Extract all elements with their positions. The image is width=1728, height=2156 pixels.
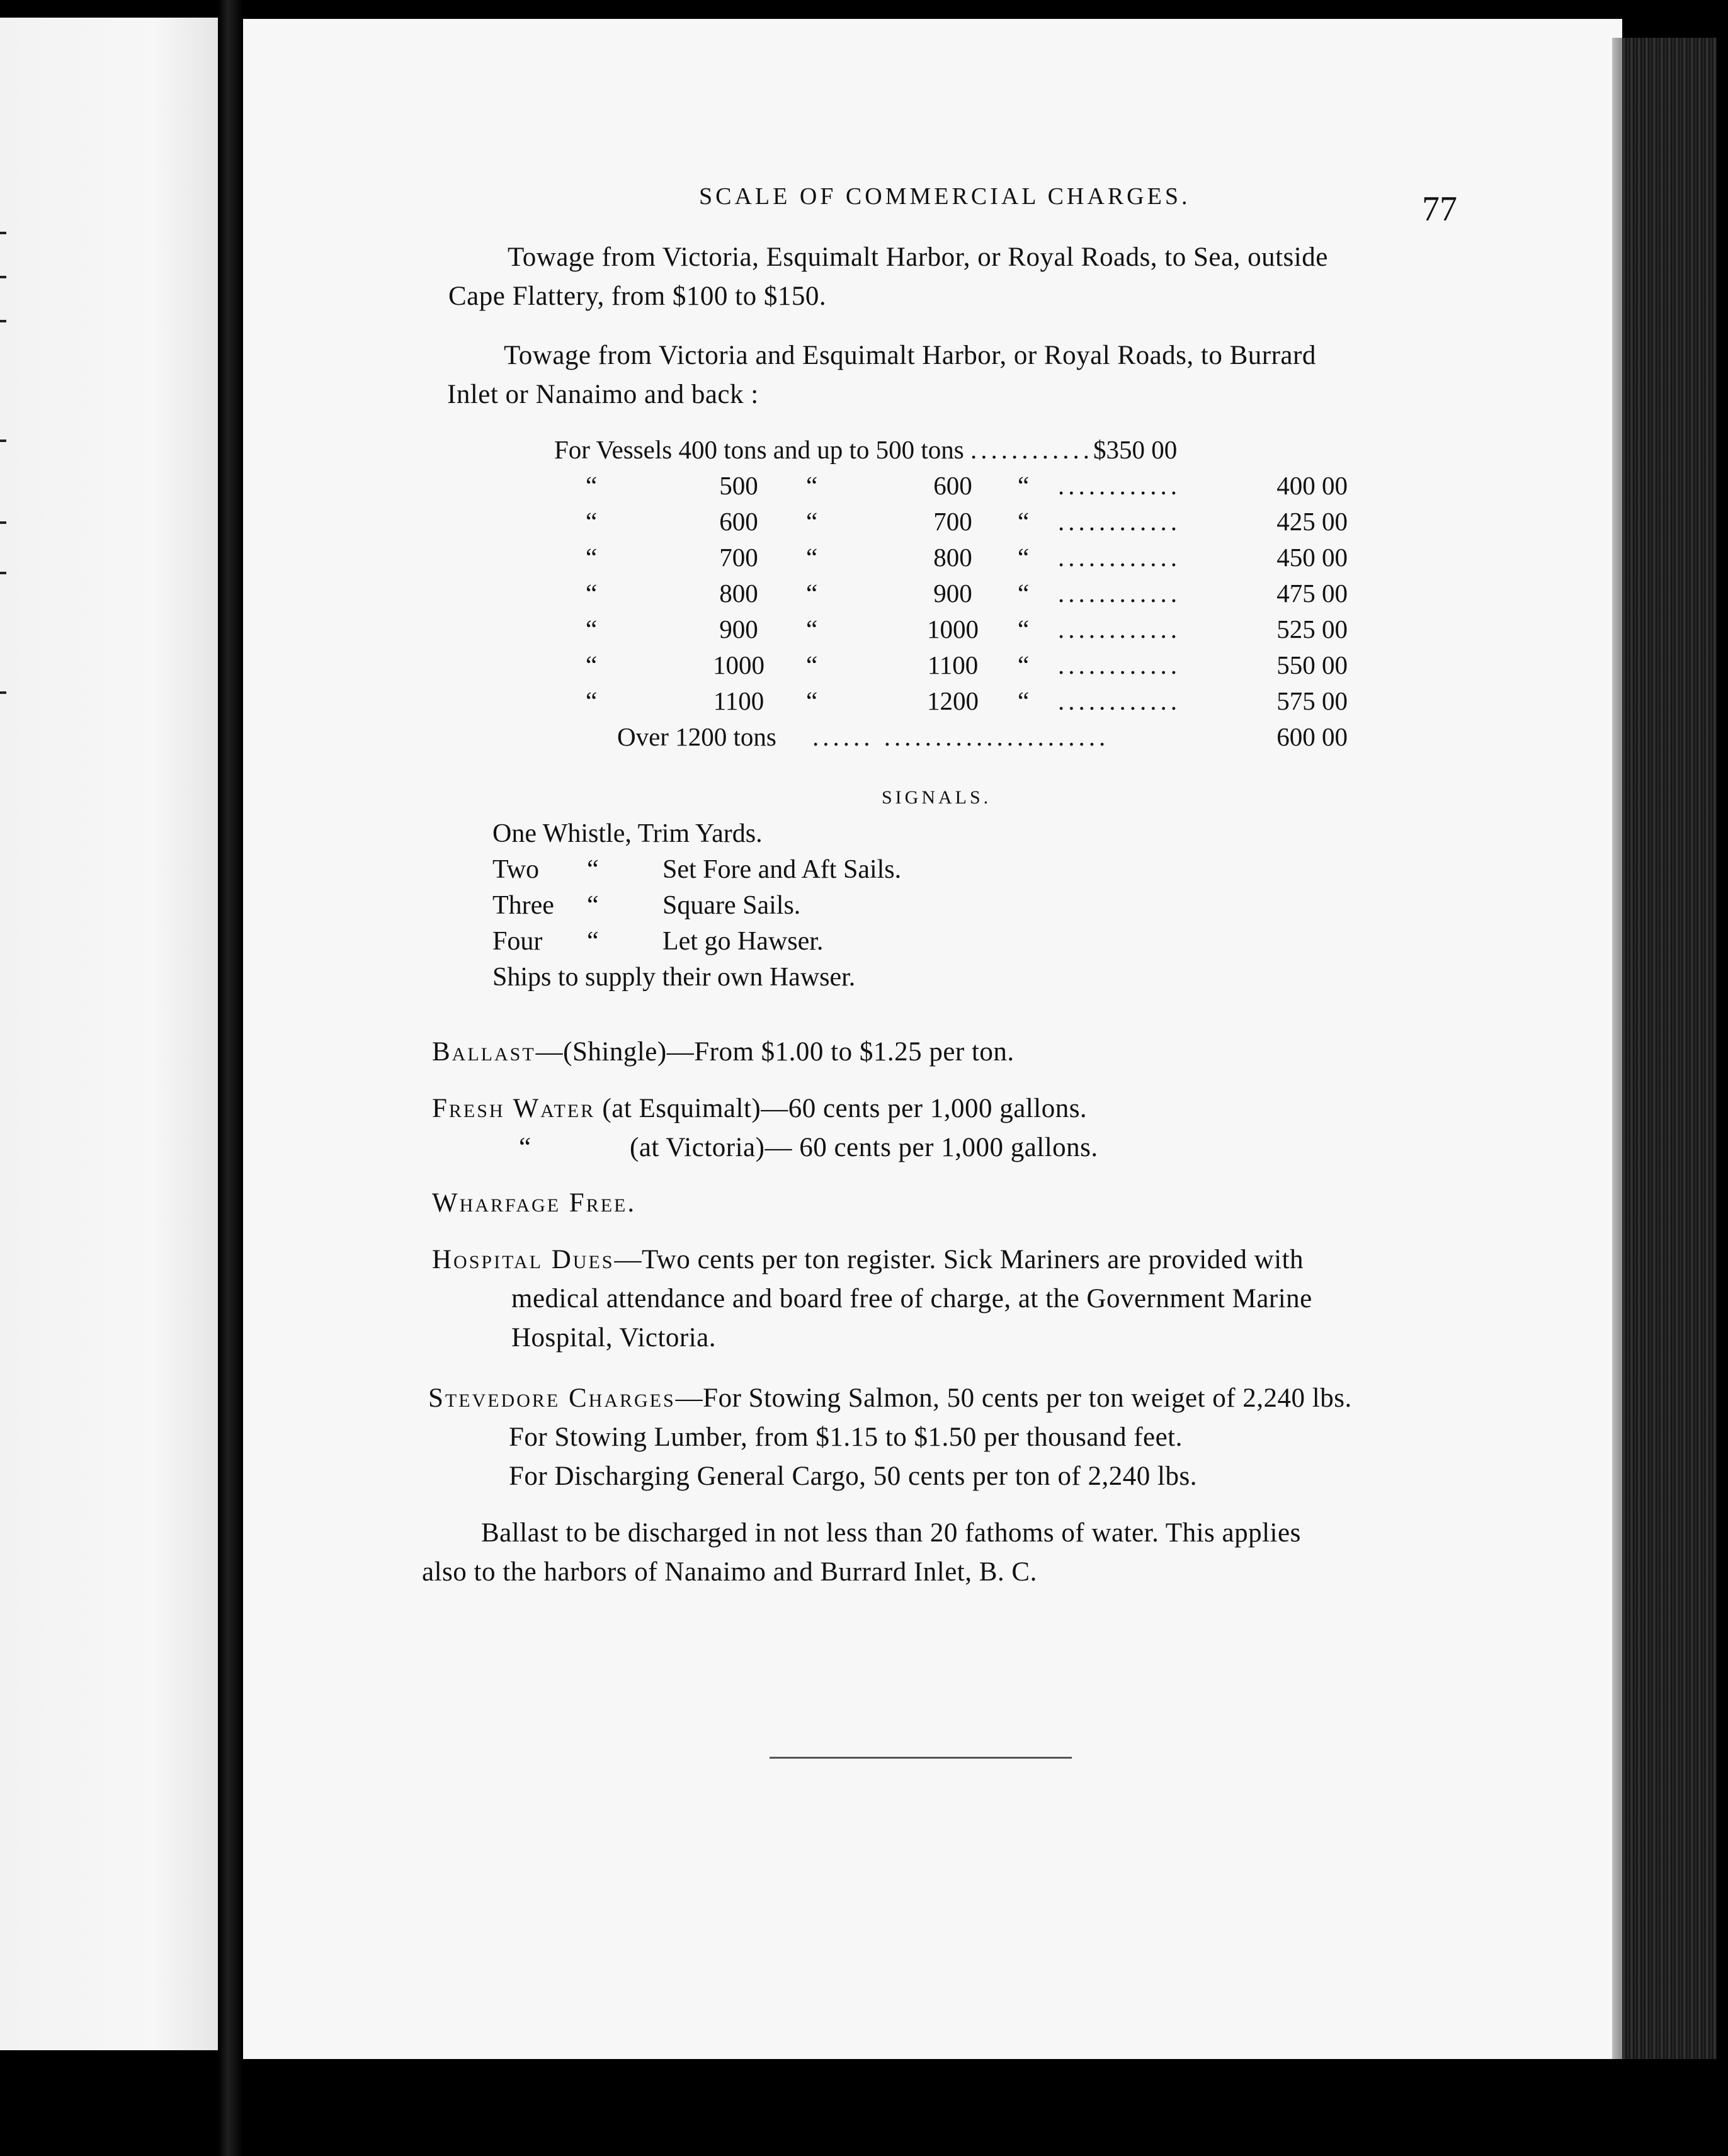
ditto-mark: “: [806, 543, 818, 572]
ditto-mark: “: [1018, 543, 1030, 572]
ditto-mark: “: [1018, 507, 1030, 536]
signal-text: One Whistle, Trim Yards.: [492, 819, 763, 848]
towage-burrard-line1: Towage from Victoria and Esquimalt Harbor, or Royal Roads, to Burrard: [504, 341, 1316, 370]
tons-from: 500: [719, 471, 758, 500]
margin-mark: [0, 320, 6, 322]
margin-mark: [0, 232, 6, 234]
over-label: Over 1200 tons: [617, 722, 776, 751]
signal-count: Three: [492, 891, 554, 920]
signal-meaning: Set Fore and Aft Sails.: [662, 855, 902, 884]
ditto-mark: “: [1018, 471, 1030, 500]
ditto-mark: “: [586, 650, 598, 679]
tons-to: 700: [933, 507, 972, 536]
row-label: For Vessels 400 tons and up to 500 tons ............$350 00: [554, 435, 1178, 464]
leader-dots: ...... ......................: [812, 722, 1110, 751]
signal-meaning: Let go Hawser.: [662, 927, 824, 956]
ditto-mark: “: [586, 615, 598, 644]
leader-dots: ............: [1058, 650, 1181, 679]
fresh-water-ditto: “: [519, 1133, 531, 1162]
charge-amount: 400 00: [1276, 471, 1348, 500]
ballast-note-line2: also to the harbors of Nanaimo and Burrard Inlet, B. C.: [422, 1557, 1037, 1587]
leader-dots: ............: [1058, 471, 1181, 500]
tons-from: 700: [719, 543, 758, 572]
stevedore-label: Stevedore Charges: [428, 1383, 676, 1413]
hospital-line3: Hospital, Victoria.: [511, 1323, 716, 1353]
signal-text: Ships to supply their own Hawser.: [492, 963, 856, 992]
ditto-mark: “: [806, 650, 818, 679]
ballast-label: Ballast: [432, 1037, 536, 1067]
signal-meaning: Square Sails.: [662, 891, 801, 920]
signals-heading: SIGNALS.: [882, 787, 992, 808]
ditto-mark: “: [587, 891, 599, 920]
fresh-water-line1: [432, 1089, 1087, 1128]
ditto-mark: “: [587, 855, 599, 884]
ballast-note-line1: Ballast to be discharged in not less than 20 fathoms of water. This applies: [481, 1518, 1301, 1548]
tons-to: 900: [933, 579, 972, 608]
tons-from: 900: [719, 615, 758, 644]
stevedore-line3: For Discharging General Cargo, 50 cents per ton of 2,240 lbs.: [509, 1461, 1197, 1491]
charge-amount: 425 00: [1276, 507, 1348, 536]
ditto-mark: “: [586, 543, 598, 572]
leader-dots: ............: [1058, 579, 1181, 608]
charge-amount: 600 00: [1276, 722, 1348, 751]
charge-amount: 450 00: [1276, 543, 1348, 572]
tons-to: 1000: [927, 615, 979, 644]
book-gutter: [218, 0, 243, 2156]
signal-count: Two: [492, 855, 540, 884]
towage-burrard-line2: Inlet or Nanaimo and back :: [447, 380, 759, 409]
ballast-text: —(Shingle)—From $1.00 to $1.25 per ton.: [535, 1037, 1015, 1067]
stevedore-line1: [428, 1379, 1352, 1418]
leader-dots: ............: [1058, 543, 1181, 572]
tons-to: 1100: [927, 650, 979, 679]
ditto-mark: “: [806, 507, 818, 536]
tons-from: 600: [719, 507, 758, 536]
leader-dots: ............: [1058, 686, 1181, 715]
ditto-mark: “: [586, 507, 598, 536]
tons-from: 1000: [713, 650, 765, 679]
margin-mark: [0, 440, 6, 442]
margin-mark: [0, 691, 6, 694]
tons-to: 800: [933, 543, 972, 572]
leader-dots: ............: [1058, 507, 1181, 536]
tons-to: 600: [933, 471, 972, 500]
ditto-mark: “: [1018, 579, 1030, 608]
towage-sea-line2: Cape Flattery, from $100 to $150.: [448, 281, 827, 311]
book-edge: [1622, 38, 1717, 2059]
running-head: SCALE OF COMMERCIAL CHARGES.: [699, 183, 1191, 210]
charge-amount: 525 00: [1276, 615, 1348, 644]
towage-sea-line1: Towage from Victoria, Esquimalt Harbor, or Royal Roads, to Sea, outside: [508, 242, 1328, 272]
stevedore-line2: For Stowing Lumber, from $1.15 to $1.50 per thousand feet.: [509, 1422, 1183, 1452]
ditto-mark: “: [806, 579, 818, 608]
wharfage-line: Wharfage Free.: [432, 1188, 637, 1218]
ditto-mark: “: [587, 927, 599, 956]
charge-amount: 550 00: [1276, 650, 1348, 679]
ballast-line: [432, 1033, 1015, 1072]
page-number: 77: [1422, 190, 1457, 229]
hospital-line1: [432, 1240, 1304, 1279]
ditto-mark: “: [1018, 686, 1030, 715]
margin-mark: [0, 572, 6, 574]
hospital-text: —Two cents per ton register. Sick Mariners are provided with: [614, 1245, 1304, 1274]
fresh-water-label: Fresh Water: [432, 1094, 596, 1123]
ditto-mark: “: [1018, 615, 1030, 644]
charge-amount: 575 00: [1276, 686, 1348, 715]
tons-from: 1100: [713, 686, 765, 715]
facing-page: [0, 18, 218, 2050]
stevedore-salmon: —For Stowing Salmon, 50 cents per ton weiget of 2,240 lbs.: [675, 1383, 1352, 1413]
fresh-water-victoria: (at Victoria)— 60 cents per 1,000 gallons.: [630, 1133, 1098, 1162]
margin-mark: [0, 521, 6, 524]
tons-from: 800: [719, 579, 758, 608]
ditto-mark: “: [806, 471, 818, 500]
margin-mark: [0, 276, 6, 278]
fresh-water-esquimalt: (at Esquimalt)—60 cents per 1,000 gallons.: [602, 1094, 1088, 1123]
signal-count: Four: [492, 927, 543, 956]
ditto-mark: “: [586, 579, 598, 608]
ditto-mark: “: [586, 471, 598, 500]
hospital-line2: medical attendance and board free of charge, at the Government Marine: [511, 1284, 1312, 1313]
hospital-label: Hospital Dues: [432, 1245, 615, 1274]
section-rule: [770, 1757, 1072, 1759]
ditto-mark: “: [806, 686, 818, 715]
ditto-mark: “: [586, 686, 598, 715]
ditto-mark: “: [806, 615, 818, 644]
charge-amount: 475 00: [1276, 579, 1348, 608]
leader-dots: ............: [1058, 615, 1181, 644]
tons-to: 1200: [927, 686, 979, 715]
ditto-mark: “: [1018, 650, 1030, 679]
